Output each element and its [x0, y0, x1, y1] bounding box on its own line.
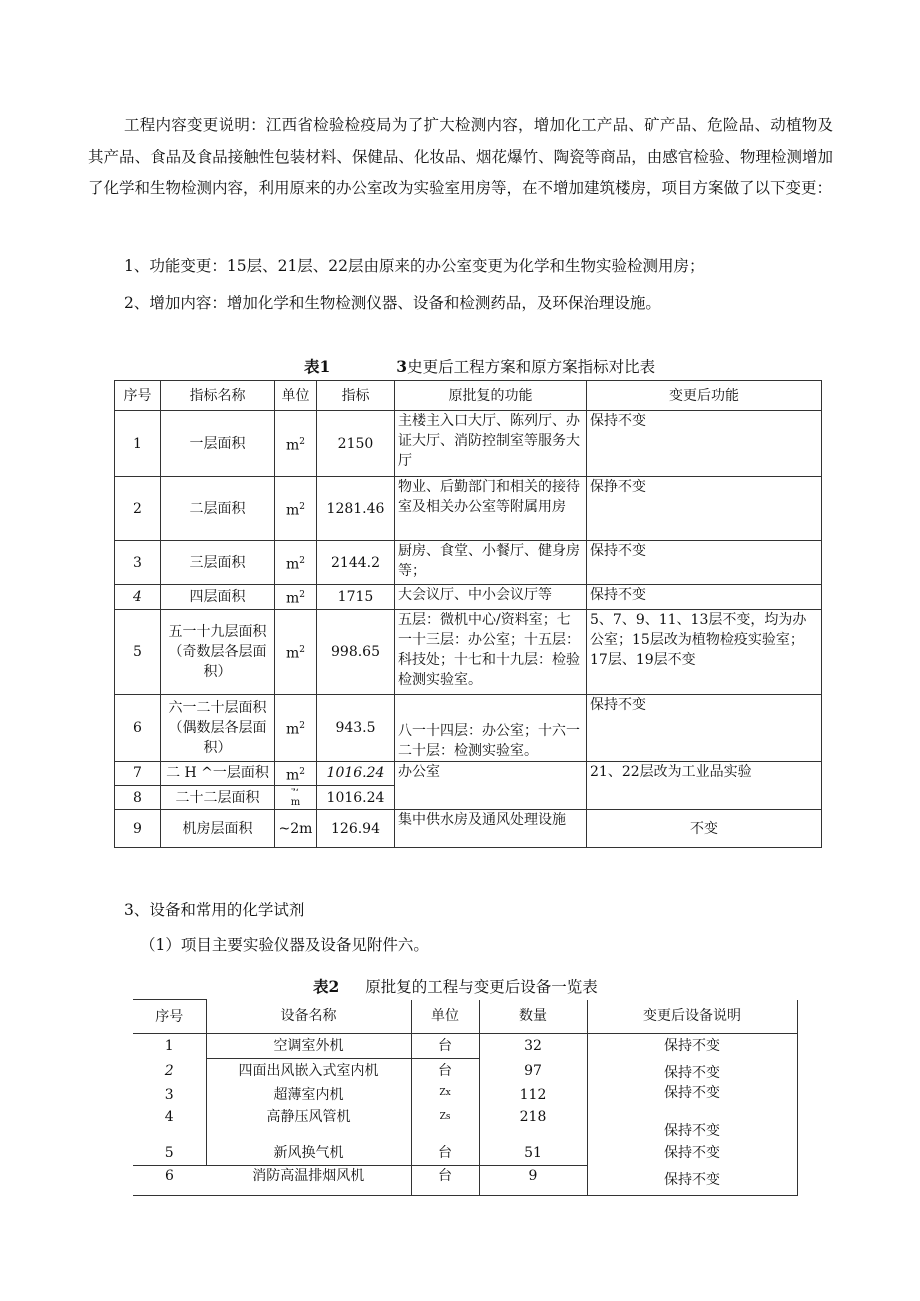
changed-function: 5、7、9、11、13层不变，均为办公室；15层改为植物检疫实验室；17层、19层不变: [587, 609, 822, 694]
indicator-name: 一层面积: [161, 411, 275, 477]
table1-caption-prefix: 表1: [304, 357, 331, 376]
table2-caption: [313, 975, 598, 997]
row-number: 9: [115, 810, 161, 848]
indicator-value: 2150: [317, 411, 395, 477]
equipment-name: 超薄室内机: [206, 1083, 411, 1107]
indicator-name: 机房层面积: [161, 810, 275, 848]
equipment-qty: 9: [479, 1166, 587, 1196]
unit-cell: ʼ̈ʻ m: [275, 786, 317, 810]
table-row: [115, 477, 822, 541]
table2-header: 变更后设备说明: [587, 1000, 797, 1034]
equipment-table: [133, 999, 798, 1196]
indicator-value: 1016.24: [317, 786, 395, 810]
changed-function: 保持不变: [587, 541, 822, 585]
table2-header: 数量: [479, 1000, 587, 1034]
table-row: [133, 1059, 797, 1084]
equipment-name: 四面出风嵌入式室内机: [206, 1059, 411, 1084]
row-number: 1: [164, 1038, 174, 1055]
changed-function: 不变: [587, 810, 822, 848]
item-3-1: （1）项目主要实验仪器及设备见附件六。: [140, 936, 429, 954]
table1-header: 原批复的功能: [395, 381, 587, 411]
table1-header: 序号: [115, 381, 161, 411]
equipment-note: 保持不变: [587, 1034, 797, 1059]
equipment-qty: 32: [479, 1034, 587, 1059]
equipment-name: 空调室外机: [206, 1034, 411, 1059]
indicator-name: 四层面积: [161, 585, 275, 610]
row-number: 3: [164, 1087, 174, 1103]
unit-cell: $m^2$: [275, 477, 317, 541]
indicator-name: 二 H ^一层面积: [161, 761, 275, 786]
table-row: [115, 761, 822, 786]
unit-cell: ~2m: [275, 810, 317, 848]
item-1: 1、功能变更：15层、21层、22层由原来的办公室变更为化学和生物实验检测用房；: [124, 257, 705, 275]
original-function: 五层：微机中心/资料室；七一十三层：办公室；十五层：科技处；十七和十九层：检验检测实验室。: [395, 609, 587, 694]
original-function-merged: 办公室: [395, 761, 587, 810]
equipment-unit: 台: [411, 1034, 479, 1059]
intro-paragraph: 工程内容变更说明：江西省检验检疫局为了扩大检测内容，增加化工产品、矿产品、危险品、动植物及其产品、食品及食品接触性包装材料、保健品、化妆品、烟花爆竹、陶瓷等商品，由感官检验、物理检测增加了化学和生物检测内容，利用原来的办公室改为实验室用房等，在不增加建筑楼房，项目方案做了以下变更：: [88, 116, 833, 197]
table-row: [115, 411, 822, 477]
equipment-unit: Zx: [411, 1083, 479, 1107]
equipment-name: 新风换气机: [206, 1141, 411, 1166]
original-function: 厨房、食堂、小餐厅、健身房等；: [395, 541, 587, 585]
indicator-value: 943.5: [317, 694, 395, 761]
indicator-value: 998.65: [317, 609, 395, 694]
table-row: [133, 1083, 797, 1107]
equipment-note: 保持不变: [587, 1166, 797, 1196]
table-row: [115, 609, 822, 694]
indicator-name: 六一二十层面积（偶数层各层面积）: [161, 694, 275, 761]
table2-header-row: [133, 1000, 797, 1034]
equipment-qty: 97: [479, 1059, 587, 1084]
table1-header: 变更后功能: [587, 381, 822, 411]
table1-header: 指标名称: [161, 381, 275, 411]
table2-caption-prefix: 表2: [313, 977, 340, 996]
table1-header-row: [115, 381, 822, 411]
table1-caption-num: 3: [396, 357, 408, 376]
table1-caption-text: 史更后工程方案和原方案指标对比表: [407, 358, 656, 376]
table2-header: 序号: [133, 1000, 206, 1034]
table2-caption-text: 原批复的工程与变更后设备一览表: [365, 978, 598, 996]
equipment-unit: 台: [411, 1141, 479, 1166]
row-number: 4: [115, 585, 161, 610]
row-number: 1: [115, 411, 161, 477]
row-number: 2: [164, 1062, 174, 1079]
original-function: 集中供水房及通风处理设施: [395, 810, 587, 848]
equipment-qty: 51: [479, 1141, 587, 1166]
changed-function: 保持不变: [587, 411, 822, 477]
table2-header: 设备名称: [206, 1000, 411, 1034]
unit-cell: $m^2$: [275, 694, 317, 761]
equipment-note: 保持不变: [587, 1059, 797, 1084]
equipment-qty: 218: [479, 1107, 587, 1141]
equipment-note: 保持不变: [587, 1083, 797, 1107]
indicator-value: 1016.24: [317, 761, 395, 786]
table2-header: 单位: [411, 1000, 479, 1034]
original-function: 主楼主入口大厅、陈列厅、办证大厅、消防控制室等服务大厅: [395, 411, 587, 477]
changed-function-merged: 21、22层改为工业品实验: [587, 761, 822, 810]
unit-cell: $m^2$: [275, 609, 317, 694]
table1-header: 指标: [317, 381, 395, 411]
table1-caption: [304, 355, 655, 377]
equipment-unit: 台: [411, 1059, 479, 1084]
row-number: 2: [115, 477, 161, 541]
unit-cell: $m^2$: [275, 541, 317, 585]
row-number: 5: [115, 609, 161, 694]
equipment-note: 保持不变: [587, 1141, 797, 1166]
original-function: 物业、后勤部门和相关的接待室及相关办公室等附属用房: [395, 477, 587, 541]
row-number: 7: [115, 761, 161, 786]
indicator-name: 五一十九层面积（奇数层各层面积）: [161, 609, 275, 694]
equipment-unit: 台: [411, 1166, 479, 1196]
table-row: [133, 1166, 797, 1196]
table-row: [115, 541, 822, 585]
table-row: [115, 694, 822, 761]
item-3: 3、设备和常用的化学试剂: [124, 901, 305, 919]
original-function: 大会议厅、中小会议厅等: [395, 585, 587, 610]
row-number: 6: [115, 694, 161, 761]
equipment-qty: 112: [479, 1083, 587, 1107]
item-2: 2、增加内容：增加化学和生物检测仪器、设备和检测药品，及环保治理设施。: [124, 294, 661, 312]
indicator-value: 2144.2: [317, 541, 395, 585]
comparison-table: [114, 380, 822, 848]
indicator-value: 1281.46: [317, 477, 395, 541]
unit-cell: $m^2$: [275, 761, 317, 786]
changed-function: 保持不变: [587, 585, 822, 610]
row-number: 5: [133, 1141, 206, 1166]
changed-function: 保挣不变: [587, 477, 822, 541]
equipment-note: 保持不变: [587, 1107, 797, 1141]
equipment-unit: Zs: [411, 1107, 479, 1141]
row-number: 6: [133, 1166, 206, 1196]
row-number: 8: [115, 786, 161, 810]
table-row: [115, 810, 822, 848]
table1-header: 单位: [275, 381, 317, 411]
indicator-value: 126.94: [317, 810, 395, 848]
indicator-name: 二十二层面积: [161, 786, 275, 810]
indicator-name: 二层面积: [161, 477, 275, 541]
unit-cell: $m^2$: [275, 585, 317, 610]
table-row: [133, 1034, 797, 1059]
unit-cell: $m^2$: [275, 411, 317, 477]
row-number: 4: [164, 1109, 174, 1125]
table-row: [115, 585, 822, 610]
row-number: 3: [115, 541, 161, 585]
indicator-name: 三层面积: [161, 541, 275, 585]
original-function: 八一十四层：办公室；十六一二十层：检测实验室。: [395, 694, 587, 761]
changed-function: 保持不变: [587, 694, 822, 761]
equipment-name: 高静压风管机: [206, 1107, 411, 1141]
indicator-value: 1715: [317, 585, 395, 610]
equipment-name: 消防高温排烟风机: [206, 1166, 411, 1196]
table-row: [133, 1141, 797, 1166]
table-row: [133, 1107, 797, 1141]
